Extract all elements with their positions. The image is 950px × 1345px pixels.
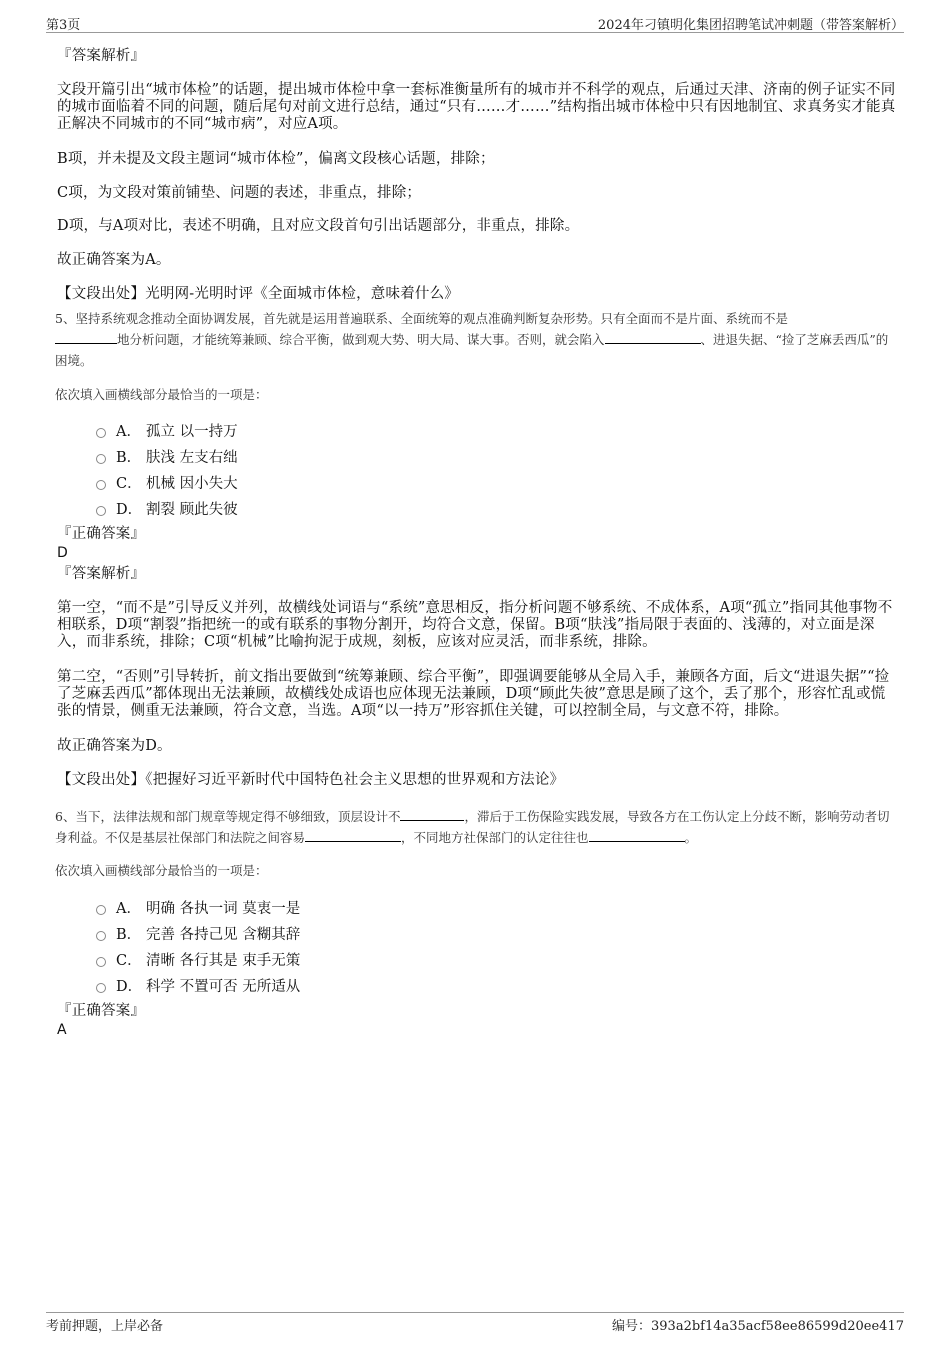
q4-analysis-label: 『答案解析』 bbox=[57, 48, 146, 64]
option-letter: A． bbox=[116, 900, 141, 917]
q6-options bbox=[96, 894, 596, 998]
q5-stem-part3: 、进退失据、“捡了芝麻丢西瓜”的困境。 bbox=[55, 332, 889, 368]
page-footer bbox=[46, 1312, 904, 1334]
q6-blank-3 bbox=[589, 829, 685, 842]
option-text: 孤立 以一持万 bbox=[146, 423, 238, 440]
q4-conclusion: 故正确答案为A。 bbox=[57, 252, 171, 268]
q4-analysis-para1: 文段开篇引出“城市体检”的话题，提出城市体检中拿一套标准衡量所有的城市并不科学的观点，后通过天津、济南的例子证实不同的城市面临着不同的问题，随后尾句对前文进行总结，通过“只有……才……”结构指出城市体检中只有因地制宜、求真务实才能真正解决不同城市的不同“城市病”，对应A项。 bbox=[57, 82, 896, 132]
radio-icon[interactable] bbox=[96, 506, 106, 516]
q6-option-a[interactable] bbox=[96, 894, 596, 920]
option-text: 明确 各执一词 莫衷一是 bbox=[146, 900, 301, 917]
q6-stem-part1: 6、当下，法律法规和部门规章等规定得不够细致，顶层设计不 bbox=[55, 809, 401, 824]
option-letter: B． bbox=[116, 449, 142, 466]
option-letter: D． bbox=[116, 978, 143, 995]
q6-blank-1 bbox=[400, 808, 464, 821]
q6-option-c[interactable] bbox=[96, 946, 596, 972]
q5-options bbox=[96, 417, 596, 521]
q5-answer: D bbox=[57, 545, 68, 561]
q6-option-b[interactable] bbox=[96, 920, 596, 946]
q6-stem-part4: 。 bbox=[684, 830, 698, 845]
q4-analysis-para2: B项，并未提及文段主题词“城市体检”，偏离文段核心话题，排除； bbox=[57, 151, 495, 167]
q6-option-d[interactable] bbox=[96, 972, 596, 998]
page-number: 第3页 bbox=[46, 18, 81, 33]
option-text: 机械 因小失大 bbox=[146, 475, 238, 492]
option-text: 完善 各持己见 含糊其辞 bbox=[146, 926, 301, 943]
document-id: 编号：393a2bf14a35acf58ee86599d20ee417 bbox=[612, 1319, 904, 1334]
q5-analysis-label: 『答案解析』 bbox=[57, 566, 146, 582]
page-header bbox=[46, 14, 904, 33]
q6-prompt: 依次填入画横线部分最恰当的一项是： bbox=[55, 863, 268, 878]
option-letter: A． bbox=[116, 423, 141, 440]
option-text: 清晰 各行其是 束手无策 bbox=[146, 952, 301, 969]
q5-answer-label: 『正确答案』 bbox=[57, 526, 146, 542]
q5-stem-part1: 5、坚持系统观念推动全面协调发展，首先就是运用普遍联系、全面统筹的观点准确判断复杂形势。只有全面而不是片面、系统而不是 bbox=[55, 311, 788, 326]
q5-prompt: 依次填入画横线部分最恰当的一项是： bbox=[55, 387, 268, 402]
q5-analysis-para1: 第一空，“而不是”引导反义并列，故横线处词语与“系统”意思相反，指分析问题不够系统、不成体系，A项“孤立”指同其他事物不相联系，D项“割裂”指把统一的或有联系的事物分割开，均符合文意，保留。B项“肤浅”指局限于表面的、浅薄的，对立面是深入，而非系统，排除；C项“机械”比喻拘泥于成规，刻板，应该对应灵活，而非系统，排除。 bbox=[57, 600, 893, 650]
q5-analysis-para2: 第二空，“否则”引导转折，前文指出要做到“统筹兼顾、综合平衡”，即强调要能够从全局入手，兼顾各方面，后文“进退失据”“捡了芝麻丢西瓜”都体现出无法兼顾，故横线处成语也应体现无法兼顾，D项“顾此失彼”意思是顾了这个，丢了那个，形容忙乱或慌张的情景，侧重无法兼顾，符合文意，当选。A项“以一持万”形容抓住关键，可以控制全局，与文意不符，排除。 bbox=[57, 669, 890, 719]
document-title: 2024年刁镇明化集团招聘笔试冲刺题（带答案解析） bbox=[597, 18, 904, 33]
radio-icon[interactable] bbox=[96, 983, 106, 993]
radio-icon[interactable] bbox=[96, 957, 106, 967]
q6-stem-part3: ，不同地方社保部门的认定往往也 bbox=[401, 830, 589, 845]
q5-option-d[interactable] bbox=[96, 495, 596, 521]
q4-analysis-para4: D项，与A项对比，表述不明确，且对应文段首句引出话题部分，非重点，排除。 bbox=[57, 218, 580, 234]
radio-icon[interactable] bbox=[96, 428, 106, 438]
q4-source: 【文段出处】光明网-光明时评《全面城市体检，意味着什么》 bbox=[57, 286, 459, 302]
option-text: 割裂 顾此失彼 bbox=[146, 501, 238, 518]
option-letter: C． bbox=[116, 475, 142, 492]
option-text: 科学 不置可否 无所适从 bbox=[146, 978, 301, 995]
q5-option-c[interactable] bbox=[96, 469, 596, 495]
radio-icon[interactable] bbox=[96, 905, 106, 915]
q6-answer-label: 『正确答案』 bbox=[57, 1003, 146, 1019]
radio-icon[interactable] bbox=[96, 931, 106, 941]
q5-option-a[interactable] bbox=[96, 417, 596, 443]
radio-icon[interactable] bbox=[96, 480, 106, 490]
option-letter: C． bbox=[116, 952, 142, 969]
option-letter: B． bbox=[116, 926, 142, 943]
option-text: 肤浅 左支右绌 bbox=[146, 449, 238, 466]
q6-answer: A bbox=[57, 1022, 67, 1038]
q5-stem bbox=[55, 308, 895, 371]
q5-stem-part2: 地分析问题，才能统筹兼顾、综合平衡，做到观大势、明大局、谋大事。否则，就会陷入 bbox=[117, 332, 605, 347]
footer-slogan: 考前押题，上岸必备 bbox=[46, 1319, 164, 1334]
q5-conclusion: 故正确答案为D。 bbox=[57, 738, 172, 754]
q6-stem bbox=[55, 806, 895, 848]
radio-icon[interactable] bbox=[96, 454, 106, 464]
q6-blank-2 bbox=[305, 829, 401, 842]
q4-analysis-para3: C项，为文段对策前铺垫、问题的表述，非重点，排除； bbox=[57, 185, 422, 201]
option-letter: D． bbox=[116, 501, 143, 518]
q5-blank-1 bbox=[55, 331, 117, 344]
q5-source: 【文段出处】《把握好习近平新时代中国特色社会主义思想的世界观和方法论》 bbox=[57, 772, 565, 788]
q5-option-b[interactable] bbox=[96, 443, 596, 469]
q5-blank-2 bbox=[605, 331, 701, 344]
q6-stem-part2: ，滞后于工伤保险实践发展，导致各方在工伤认定上分歧不断，影响劳动者切身利益。不仅是基层社保部门和法院之间容易 bbox=[55, 809, 890, 845]
